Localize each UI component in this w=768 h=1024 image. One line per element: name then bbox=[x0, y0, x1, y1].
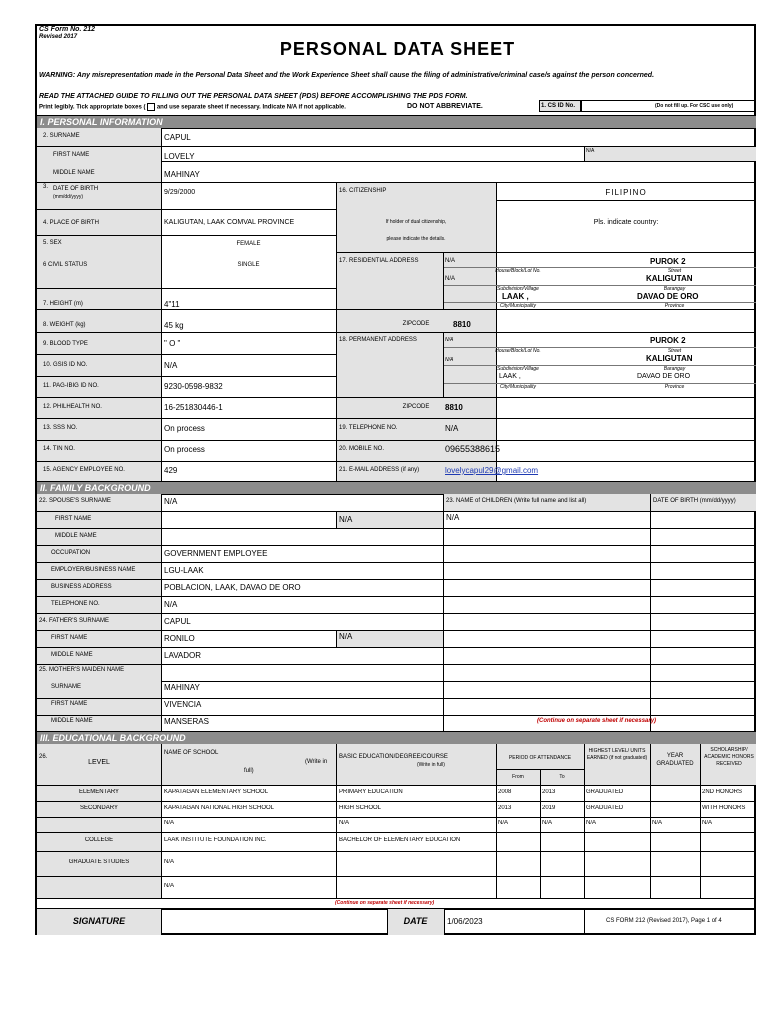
perm-house-value[interactable]: N/A bbox=[445, 337, 454, 343]
height-value[interactable]: 4"11 bbox=[164, 300, 180, 309]
course-header: BASIC EDUCATION/DEGREE/COURSE bbox=[339, 754, 448, 760]
barangay-caption: Barangay bbox=[663, 286, 686, 292]
permanent-address-label: 18. PERMANENT ADDRESS bbox=[339, 337, 417, 343]
first-name-value[interactable]: LOVELY bbox=[164, 152, 195, 161]
philhealth-label: 12. PHILHEALTH NO. bbox=[43, 404, 102, 410]
school-header-2: (Write in bbox=[305, 759, 328, 765]
section-family-background: II. FAMILY BACKGROUND bbox=[37, 481, 756, 495]
dob-value[interactable]: 9/29/2000 bbox=[164, 189, 196, 196]
res-subdiv-value[interactable]: N/A bbox=[445, 276, 456, 282]
spouse-telephone-value[interactable]: N/A bbox=[164, 600, 178, 609]
mother-middle-name-label: MIDDLE NAME bbox=[51, 718, 93, 724]
citizenship-value[interactable]: FILIPINO bbox=[605, 188, 647, 197]
spouse-name-ext-value[interactable]: N/A bbox=[339, 515, 353, 524]
tin-label: 14. TIN NO. bbox=[43, 446, 75, 452]
father-surname-label: 24. FATHER'S SURNAME bbox=[39, 618, 110, 624]
perm-house-caption: House/Block/Lot No. bbox=[495, 348, 541, 354]
telephone-value[interactable]: N/A bbox=[445, 424, 459, 433]
children-dob-label: DATE OF BIRTH (mm/dd/yyyy) bbox=[653, 498, 736, 504]
section-educational-background: III. EDUCATIONAL BACKGROUND bbox=[37, 731, 756, 745]
mother-maiden-label: 25. MOTHER'S MAIDEN NAME bbox=[39, 667, 125, 673]
school-header: NAME OF SCHOOL bbox=[164, 750, 219, 756]
children-value[interactable]: N/A bbox=[446, 513, 460, 522]
agency-value[interactable]: 429 bbox=[164, 466, 178, 475]
blood-type-value[interactable]: " O " bbox=[164, 339, 181, 348]
date-label: DATE bbox=[403, 916, 428, 926]
labels-background-middle bbox=[336, 182, 496, 484]
citizenship-label: 16. CITIZENSHIP bbox=[339, 188, 387, 194]
education-from-cell[interactable]: 2008 bbox=[498, 789, 512, 795]
house-caption: House/Block/Lot No. bbox=[495, 268, 541, 274]
perm-street-caption: Street bbox=[667, 348, 682, 354]
employer-value[interactable]: LGU-LAAK bbox=[164, 566, 204, 575]
country-label: Pls. indicate country: bbox=[593, 219, 659, 226]
perm-zipcode-label: ZIPCODE bbox=[402, 404, 430, 410]
guide-text: READ THE ATTACHED GUIDE TO FILLING OUT THE PERSONAL DATA SHEET (PDS) BEFORE ACCOMPLISHING THE PDS FORM. bbox=[39, 93, 468, 100]
level-header: LEVEL bbox=[88, 759, 110, 766]
signature-label: SIGNATURE bbox=[72, 916, 126, 926]
form-revision: Revised 2017 bbox=[39, 34, 78, 40]
occupation-value[interactable]: GOVERNMENT EMPLOYEE bbox=[164, 549, 268, 558]
gsis-value[interactable]: N/A bbox=[164, 361, 178, 370]
education-highest-cell[interactable]: GRADUATED bbox=[586, 789, 624, 795]
father-surname-value[interactable]: CAPUL bbox=[164, 617, 191, 626]
res-street-value[interactable]: PUROK 2 bbox=[650, 257, 686, 266]
father-middle-name-value[interactable]: LAVADOR bbox=[164, 651, 202, 660]
date-value[interactable]: 1/06/2023 bbox=[447, 917, 483, 926]
perm-province-value[interactable]: DAVAO DE ORO bbox=[637, 373, 691, 380]
highest-level-header: HIGHEST LEVEL/ UNITS EARNED (if not graduated) bbox=[586, 748, 648, 761]
education-school-cell[interactable]: KAPATAGAN ELEMENTARY SCHOOL bbox=[164, 789, 269, 795]
from-header: From bbox=[512, 774, 524, 780]
spouse-middle-name-label: MIDDLE NAME bbox=[55, 533, 97, 539]
employer-label: EMPLOYER/BUSINESS NAME bbox=[51, 567, 136, 573]
mobile-value[interactable]: 09655388615 bbox=[445, 444, 501, 454]
education-course-cell[interactable]: N/A bbox=[339, 820, 350, 826]
mobile-label: 20. MOBILE NO. bbox=[339, 446, 385, 452]
res-zipcode-label: ZIPCODE bbox=[402, 321, 430, 327]
instructions-part1: Print legibly. Tick appropriate boxes ( bbox=[39, 104, 146, 111]
school-header-3: full) bbox=[244, 768, 254, 774]
surname-value[interactable]: CAPUL bbox=[164, 133, 191, 142]
civil-status-label: 6 CIVIL STATUS bbox=[43, 262, 88, 268]
res-zipcode-value[interactable]: 8810 bbox=[453, 320, 471, 329]
instructions bbox=[39, 103, 346, 111]
subdiv-caption: Subdivision/Village bbox=[497, 286, 539, 292]
pob-label: 4. PLACE OF BIRTH bbox=[43, 220, 99, 226]
perm-zipcode-value[interactable]: 8810 bbox=[445, 403, 463, 412]
philhealth-value[interactable]: 16-251830446-1 bbox=[164, 403, 223, 412]
education-honors-cell[interactable]: N/A bbox=[702, 820, 713, 826]
education-to-cell[interactable]: 2019 bbox=[542, 805, 556, 811]
no-abbreviate: DO NOT ABBREVIATE. bbox=[407, 103, 483, 110]
year-graduated-header: YEAR GRADUATED bbox=[656, 753, 694, 767]
cs-id-label: 1. CS ID No. bbox=[539, 100, 581, 112]
mother-surname-label: SURNAME bbox=[51, 684, 82, 690]
business-address-value[interactable]: POBLACION, LAAK, DAVAO DE ORO bbox=[164, 583, 301, 592]
email-value[interactable]: lovelycapul29@gmail.com bbox=[445, 466, 539, 475]
perm-street-value[interactable]: PUROK 2 bbox=[650, 336, 686, 345]
education-course-cell[interactable]: HIGH SCHOOL bbox=[339, 805, 382, 811]
residential-address-label: 17. RESIDENTIAL ADDRESS bbox=[339, 258, 419, 264]
pagibig-value[interactable]: 9230-0598-9832 bbox=[164, 382, 223, 391]
name-ext-box bbox=[584, 146, 756, 161]
personal-data-sheet bbox=[35, 24, 756, 935]
perm-barangay-caption: Barangay bbox=[663, 366, 686, 372]
business-address-label: BUSINESS ADDRESS bbox=[51, 584, 112, 590]
tin-value[interactable]: On process bbox=[164, 445, 205, 454]
perm-barangay-value[interactable]: KALIGUTAN bbox=[646, 354, 693, 363]
dob-label-number: 3. bbox=[43, 184, 49, 190]
to-header: To bbox=[559, 774, 565, 780]
education-level-cell: GRADUATE STUDIES bbox=[68, 859, 130, 865]
middle-name-label: MIDDLE NAME bbox=[53, 170, 95, 176]
res-city-value[interactable]: LAAK , bbox=[502, 292, 529, 301]
mother-first-name-value[interactable]: VIVENCIA bbox=[164, 700, 202, 709]
street-caption: Street bbox=[667, 268, 682, 274]
education-level-cell: ELEMENTARY bbox=[78, 789, 120, 795]
warning-text: WARNING: Any misrepresentation made in the Personal Data Sheet and the Work Experience Sheet shall cause the filing of administrative/criminal case/s against the person concerned. bbox=[39, 72, 655, 79]
perm-subdiv-caption: Subdivision/Village bbox=[497, 366, 539, 372]
family-continue-note: (Continue on separate sheet if necessary) bbox=[537, 718, 657, 724]
sss-label: 13. SSS NO. bbox=[43, 425, 78, 431]
education-honors-cell[interactable]: 2ND HONORS bbox=[702, 789, 743, 795]
father-middle-name-label: MIDDLE NAME bbox=[51, 652, 93, 658]
father-first-name-label: FIRST NAME bbox=[51, 635, 88, 641]
children-label: 23. NAME of CHILDREN (Write full name and list all) bbox=[446, 498, 587, 504]
perm-city-value[interactable]: LAAK , bbox=[499, 373, 521, 380]
course-header-2: (Write in full) bbox=[417, 762, 445, 768]
perm-province-caption: Province bbox=[664, 384, 685, 390]
email-label: 21. E-MAIL ADDRESS (if any) bbox=[339, 467, 420, 473]
education-from-cell[interactable]: 2013 bbox=[498, 805, 512, 811]
education-school-cell[interactable]: N/A bbox=[164, 883, 175, 889]
education-course-cell[interactable]: PRIMARY EDUCATION bbox=[339, 789, 403, 795]
res-barangay-value[interactable]: KALIGUTAN bbox=[646, 274, 693, 283]
education-to-cell[interactable]: N/A bbox=[542, 820, 553, 826]
education-school-cell[interactable]: LAAK INSTITUTE FOUNDATION INC. bbox=[164, 837, 267, 843]
mother-first-name-label: FIRST NAME bbox=[51, 701, 88, 707]
education-level-cell: COLLEGE bbox=[84, 837, 114, 843]
education-highest-cell[interactable]: GRADUATED bbox=[586, 805, 624, 811]
civil-status-value[interactable]: SINGLE bbox=[237, 262, 260, 268]
dob-format: (mm/dd/yyyy) bbox=[53, 194, 83, 200]
res-house-value[interactable]: N/A bbox=[445, 258, 456, 264]
education-year-cell[interactable]: N/A bbox=[652, 820, 663, 826]
spouse-surname-label: 22. SPOUSE'S SURNAME bbox=[39, 498, 111, 504]
dob-label: DATE OF BIRTH bbox=[53, 186, 99, 192]
res-province-value[interactable]: DAVAO DE ORO bbox=[637, 292, 699, 301]
city-caption: City/Municipality bbox=[499, 303, 537, 309]
spouse-telephone-label: TELEPHONE NO. bbox=[51, 601, 100, 607]
pagibig-label: 11. PAG-IBIG ID NO. bbox=[43, 383, 99, 389]
education-course-cell[interactable]: BACHELOR OF ELEMENTARY EDUCATION bbox=[339, 837, 461, 843]
spouse-surname-value[interactable]: N/A bbox=[164, 497, 178, 506]
weight-value[interactable]: 45 kg bbox=[164, 321, 184, 330]
instructions-part2: and use separate sheet if necessary. Indicate N/A if not applicable. bbox=[156, 104, 346, 111]
gsis-label: 10. GSIS ID NO. bbox=[43, 362, 88, 368]
form-reference: CS FORM 212 (Revised 2017), Page 1 of 4 bbox=[606, 918, 722, 924]
education-to-cell[interactable]: 2013 bbox=[542, 789, 556, 795]
weight-label: 8. WEIGHT (kg) bbox=[43, 322, 86, 328]
education-school-cell[interactable]: N/A bbox=[164, 859, 175, 865]
perm-subdiv-value[interactable]: N/A bbox=[445, 357, 454, 363]
education-honors-cell[interactable]: WITH HONORS bbox=[702, 805, 746, 811]
blood-type-label: 9. BLOOD TYPE bbox=[43, 341, 88, 347]
sex-value[interactable]: FEMALE bbox=[236, 241, 261, 247]
section-personal-info: I. PERSONAL INFORMATION bbox=[37, 115, 756, 129]
father-first-name-value[interactable]: RONILO bbox=[164, 634, 195, 643]
mother-middle-name-value[interactable]: MANSERAS bbox=[164, 717, 209, 726]
perm-city-caption: City/Municipality bbox=[499, 384, 537, 390]
middle-name-value[interactable]: MAHINAY bbox=[164, 170, 200, 179]
cs-id-note: (Do not fill up. For CSC use only) bbox=[655, 103, 734, 109]
father-name-ext-value[interactable]: N/A bbox=[339, 632, 353, 641]
height-label: 7. HEIGHT (m) bbox=[43, 301, 83, 307]
dual-citizenship-label2: please indicate the details. bbox=[386, 236, 446, 242]
signature-field[interactable] bbox=[162, 909, 387, 935]
mother-surname-value[interactable]: MAHINAY bbox=[164, 683, 200, 692]
checkbox-icon bbox=[147, 103, 155, 111]
spouse-first-name-label: FIRST NAME bbox=[55, 516, 92, 522]
occupation-label: OCCUPATION bbox=[51, 550, 91, 556]
period-header: PERIOD OF ATTENDANCE bbox=[508, 755, 572, 761]
education-from-cell[interactable]: N/A bbox=[498, 820, 509, 826]
education-level-cell: SECONDARY bbox=[80, 805, 118, 811]
education-school-cell[interactable]: N/A bbox=[164, 820, 175, 826]
form-number: CS Form No. 212 bbox=[39, 26, 96, 33]
education-highest-cell[interactable]: N/A bbox=[586, 820, 597, 826]
honors-header: SCHOLARSHIP/ ACADEMIC HONORS RECEIVED bbox=[704, 747, 754, 767]
dual-citizenship-label: If holder of dual citizenship, bbox=[385, 219, 447, 225]
surname-label: 2. SURNAME bbox=[43, 133, 80, 139]
education-continue-note: (Continue on separate sheet if necessary) bbox=[335, 900, 435, 906]
pob-value[interactable]: KALIGUTAN, LAAK COMVAL PROVINCE bbox=[164, 219, 295, 226]
first-name-label: FIRST NAME bbox=[53, 152, 90, 158]
sex-label: 5. SEX bbox=[43, 240, 62, 246]
sss-value[interactable]: On process bbox=[164, 424, 205, 433]
province-caption: Province bbox=[664, 303, 685, 309]
education-number: 26. bbox=[39, 754, 48, 760]
name-extension-value[interactable]: N/A bbox=[586, 148, 595, 154]
page-title: PERSONAL DATA SHEET bbox=[279, 39, 516, 59]
agency-label: 15. AGENCY EMPLOYEE NO. bbox=[43, 467, 125, 473]
telephone-label: 19. TELEPHONE NO. bbox=[339, 425, 398, 431]
education-school-cell[interactable]: KAPATAGAN NATIONAL HIGH SCHOOL bbox=[164, 805, 275, 811]
